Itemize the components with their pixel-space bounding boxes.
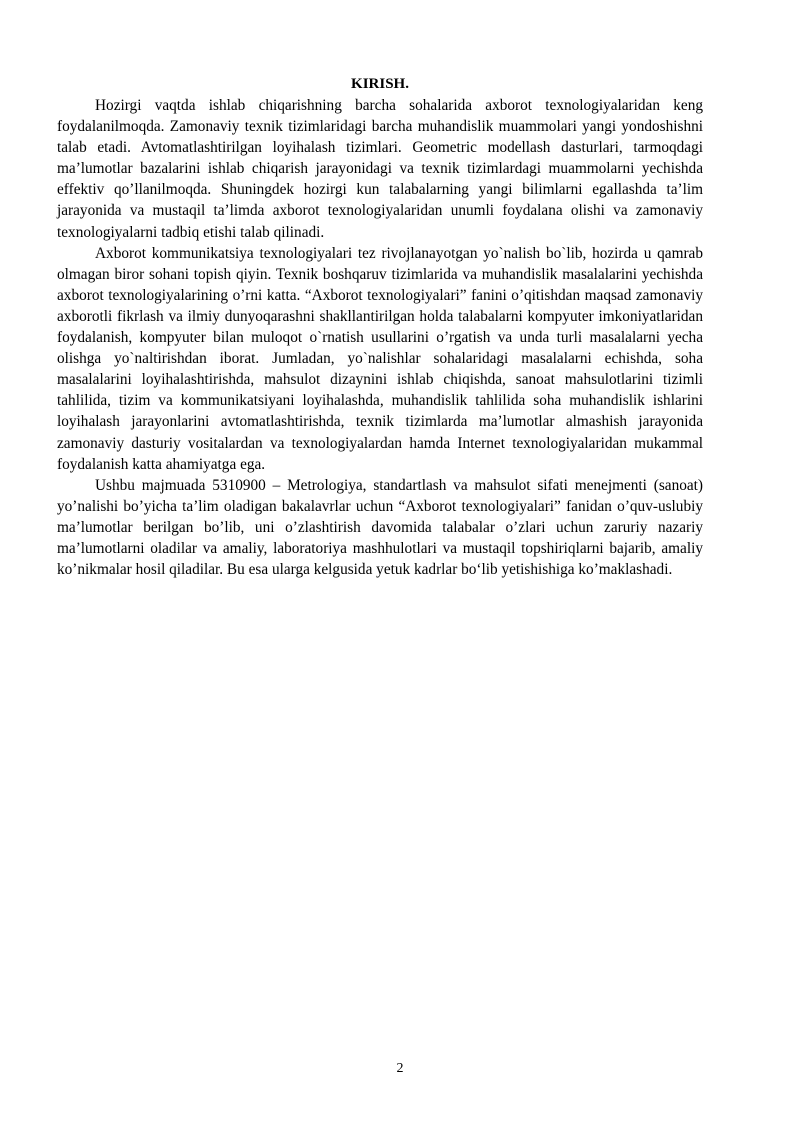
section-heading: KIRISH.: [351, 76, 409, 92]
page-content: [57, 74, 703, 580]
paragraph-2: Axborot kommunikatsiya texnologiyalari tez rivojlanayotgan yo`nalish bo`lib, hozirda u qamrab olmagan biror sohani topish qiyin. Texnik boshqaruv tizimlarida va muhandislik masalalarini yechishda axborot texnologiyalarining o’rni katta. “Axborot texnologiyalari” fanini o’qitishdan maqsad zamonaviy axborotli fikrlash va ilmiy dunyoqarashni shakllantirilgan holda talabalarni kompyuter imkoniyatlaridan foydalanish, kompyuter bilan muloqot o`rnatish usullarini o’rgatish va unda turli masalalarni yecha olishga yo`naltirishdan iborat. Jumladan, yo`nalishlar sohalaridagi masalalarni echishda, soha masalalarini loyihalashtirishda, mahsulot dizaynini ishlab chiqishda, sanoat mahsulotlarini tizimli tahlilida, tizim va kommunikatsiyani loyihalashda, muhandislik tahlilida soha muhandislik ishlarini loyihalash jarayonlarini avtomatlashtirishda, texnik tizimlarda ma’lumotlar almashish jarayonida zamonaviy dasturiy vositalardan va texnologiyalardan hamda Internet texnologiyalaridan mukammal foydalanish katta ahamiyatga ega.: [57, 244, 703, 473]
page-number: 2: [396, 1061, 404, 1076]
paragraph-3: Ushbu majmuada 5310900 – Metrologiya, standartlash va mahsulot sifati menejmenti (sanoat) yo’nalishi bo’yicha ta’lim oladigan bakalavrlar uchun “Axborot texnologiyalari” fanidan o’quv-uslubiy ma’lumotlar berilgan bo’lib, uni o’zlashtirish davomida talabalar o’zlari uchun zaruriy nazariy ma’lumotlarni oladilar va amaliy, laboratoriya mashhulotlari va mustaqil topshiriqlarni bajarib, amaliy ko’nikmalar hosil qiladilar. Bu esa ularga kelgusida yetuk kadrlar bo‘lib yetishishiga ko’maklashadi.: [57, 476, 703, 579]
paragraph-1: Hozirgi vaqtda ishlab chiqarishning barcha sohalarida axborot texnologiyalaridan keng foydalanilmoqda. Zamonaviy texnik tizimlaridagi barcha muhandislik muammolari yangi yondoshishni talab etadi. Avtomatlashtirilgan loyihalash tizimlari. Geometric modellash dasturlari, tarmoqdagi ma’lumotlar bazalarini ishlab chiqarish jarayonidagi va texnik tizimlardagi muammolarni yechishda effektiv qo’llanilmoqda. Shuningdek hozirgi kun talabalarning yangi bilimlarni egallashda ta’lim jarayonida va mustaqil ta’limda axborot texnologiyalaridan unumli foydalana olishi va zamonaviy texnologiyalarni tadbiq etishi talab qilinadi.: [57, 97, 703, 241]
